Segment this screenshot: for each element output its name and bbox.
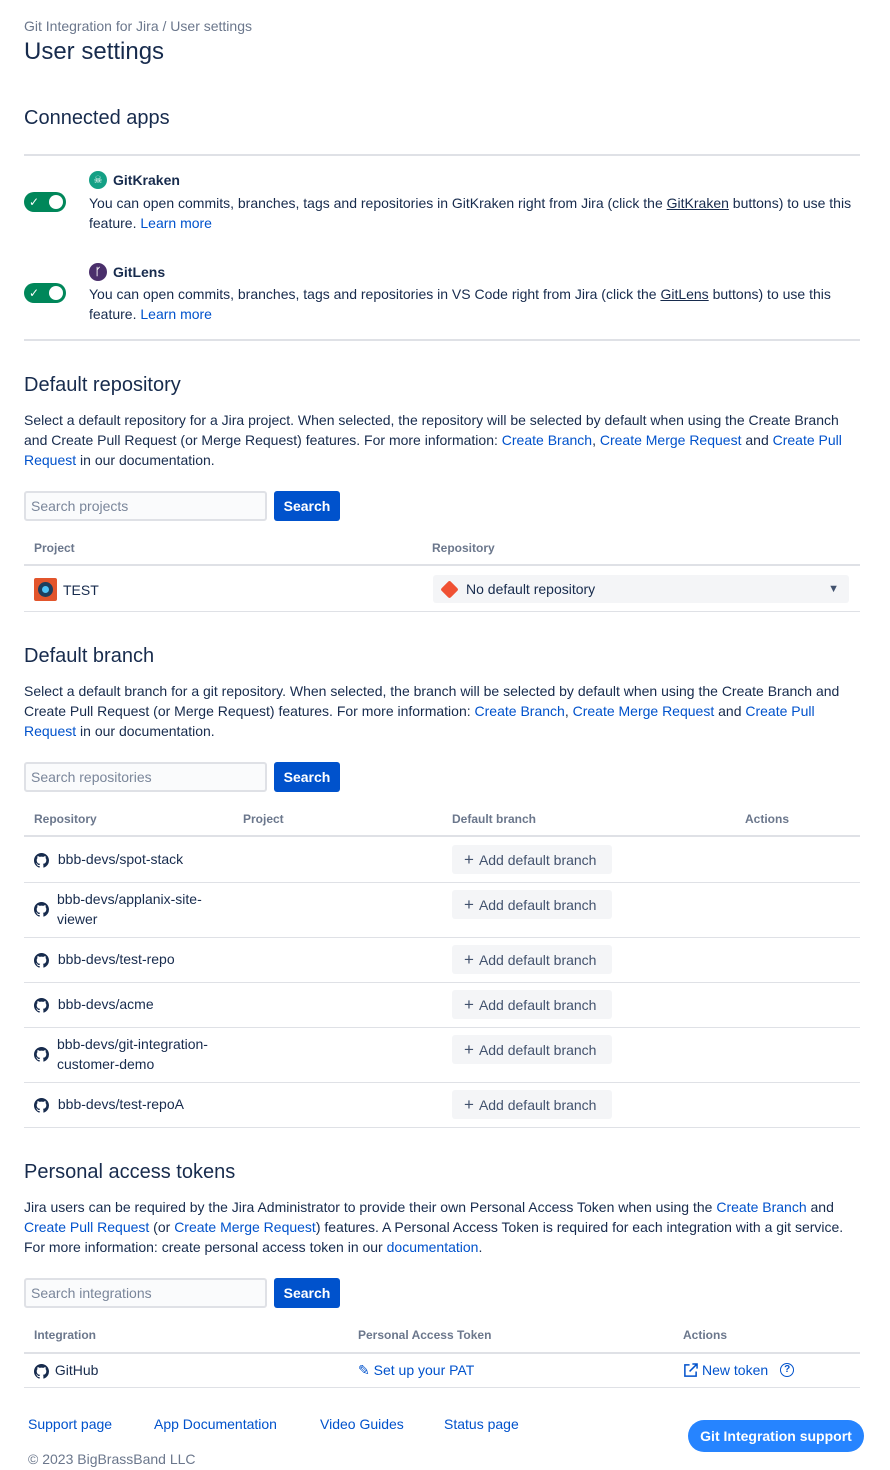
breadcrumb-app[interactable]: Git Integration for Jira xyxy=(24,18,159,34)
create-branch-link[interactable]: Create Branch xyxy=(501,432,593,448)
breadcrumb xyxy=(24,18,252,34)
desc-text: and xyxy=(714,703,746,719)
app-documentation-link[interactable]: App Documentation xyxy=(154,1416,277,1432)
desc-text: in our documentation. xyxy=(76,723,215,739)
status-page-link[interactable]: Status page xyxy=(444,1416,519,1432)
gitlens-inline-link: GitLens xyxy=(660,286,709,302)
row-divider xyxy=(24,982,860,983)
create-pull-request-link[interactable]: Create Pull Request xyxy=(24,1219,150,1235)
search-projects-input[interactable] xyxy=(24,491,267,521)
add-default-branch-button[interactable] xyxy=(452,1035,612,1064)
gitkraken-toggle[interactable] xyxy=(24,192,66,212)
github-icon xyxy=(34,1364,49,1379)
col-header-repository: Repository xyxy=(34,812,97,826)
desc-text: and xyxy=(741,432,773,448)
plus-icon: + xyxy=(464,850,474,869)
default-branch-description xyxy=(24,681,860,741)
row-divider xyxy=(24,1027,860,1028)
repository-name-line: viewer xyxy=(57,911,98,927)
desc-text: and xyxy=(806,1199,834,1215)
divider xyxy=(24,154,860,156)
desc-text: You can open commits, branches, tags and repositories in VS Code right from Jira (click the xyxy=(89,286,661,302)
external-link-icon xyxy=(683,1363,698,1378)
row-divider xyxy=(24,882,860,883)
add-default-branch-label: Add default branch xyxy=(478,896,597,913)
create-branch-link[interactable]: Create Branch xyxy=(474,703,565,719)
documentation-link[interactable]: documentation xyxy=(386,1239,479,1255)
setup-pat-label: Set up your PAT xyxy=(373,1362,475,1378)
table-row xyxy=(34,578,99,601)
gitkraken-inline-link: GitKraken xyxy=(666,195,729,211)
table-row xyxy=(34,1034,208,1074)
row-divider xyxy=(24,1082,860,1083)
gitlens-toggle[interactable] xyxy=(24,283,66,303)
pencil-icon: ✎ xyxy=(358,1362,370,1378)
github-icon xyxy=(34,1047,49,1062)
github-icon xyxy=(34,853,49,868)
desc-text: , xyxy=(592,432,600,448)
gitlens-name xyxy=(89,263,165,281)
create-merge-request-link[interactable]: Create Merge Request xyxy=(572,703,715,719)
check-icon: ✓ xyxy=(29,286,40,300)
project-name[interactable]: TEST xyxy=(63,581,99,598)
repository-name-line: bbb-devs/applanix-site- xyxy=(57,891,202,907)
table-header-divider xyxy=(24,835,860,837)
default-repository-heading: Default repository xyxy=(24,374,181,396)
col-header-actions: Actions xyxy=(745,812,790,826)
repository-name[interactable] xyxy=(57,1034,208,1074)
desc-text: (or xyxy=(149,1219,175,1235)
gitlens-logo-icon: ᚴ xyxy=(89,263,107,281)
row-divider xyxy=(24,1127,860,1128)
desc-text: buttons) to use this feature. xyxy=(89,195,852,231)
search-repositories-button[interactable]: Search xyxy=(274,762,340,792)
table-row xyxy=(34,849,183,869)
github-icon xyxy=(34,998,49,1013)
add-default-branch-label: Add default branch xyxy=(478,851,597,868)
table-row xyxy=(34,889,202,929)
setup-pat-link[interactable] xyxy=(358,1360,474,1380)
page-title: User settings xyxy=(24,38,165,65)
desc-text: buttons) to use this feature. xyxy=(89,286,831,322)
toggle-knob xyxy=(49,286,63,300)
project-avatar-icon xyxy=(34,578,57,601)
repository-select-value: No default repository xyxy=(466,581,596,597)
desc-text: Select a default branch for a git repository. When selected, the branch will be selected by default when using the Create Branch and Create Pull Request (or Merge Request) features. For more information: xyxy=(24,683,840,719)
row-divider xyxy=(24,937,860,938)
breadcrumb-separator: / xyxy=(158,18,171,34)
app-name-label: GitLens xyxy=(113,264,166,280)
plus-icon: + xyxy=(464,1040,474,1059)
toggle-knob xyxy=(49,195,63,209)
col-header-actions: Actions xyxy=(683,1328,728,1342)
repository-name-line: bbb-devs/git-integration- xyxy=(57,1036,208,1052)
gitlens-description xyxy=(89,284,860,324)
create-merge-request-link[interactable]: Create Merge Request xyxy=(599,432,742,448)
personal-access-tokens-description xyxy=(24,1197,860,1257)
search-integrations-button[interactable]: Search xyxy=(274,1278,340,1308)
integration-name: GitHub xyxy=(54,1362,99,1378)
col-header-project: Project xyxy=(243,812,284,826)
support-page-link[interactable]: Support page xyxy=(28,1416,113,1432)
desc-text: , xyxy=(564,703,573,719)
add-default-branch-button[interactable] xyxy=(452,990,612,1019)
default-branch-heading: Default branch xyxy=(24,645,155,667)
github-icon xyxy=(34,902,49,917)
add-default-branch-label: Add default branch xyxy=(478,951,597,968)
table-row xyxy=(34,994,154,1014)
add-default-branch-button[interactable] xyxy=(452,890,612,919)
col-header-pat: Personal Access Token xyxy=(358,1328,492,1342)
table-header-divider xyxy=(24,564,860,566)
github-icon xyxy=(34,1098,49,1113)
repository-select[interactable] xyxy=(433,575,849,603)
add-default-branch-button[interactable] xyxy=(452,845,612,874)
new-token-label: New token xyxy=(702,1362,769,1378)
desc-text: Select a default repository for a Jira project. When selected, the repository will be selected by default when using the Create Branch and Create Pull Request (or Merge Request) features. For more information: xyxy=(24,412,839,448)
connected-apps-heading: Connected apps xyxy=(24,107,170,129)
plus-icon: + xyxy=(464,1095,474,1114)
add-default-branch-button[interactable] xyxy=(452,945,612,974)
repository-name[interactable]: bbb-devs/test-repo xyxy=(57,951,175,967)
plus-icon: + xyxy=(464,895,474,914)
create-merge-request-link[interactable]: Create Merge Request xyxy=(174,1219,316,1235)
col-header-repository: Repository xyxy=(432,541,495,555)
repository-name[interactable] xyxy=(57,889,202,929)
repository-name-line: customer-demo xyxy=(57,1056,155,1072)
add-default-branch-button[interactable] xyxy=(452,1090,612,1119)
check-icon: ✓ xyxy=(29,195,40,209)
github-icon xyxy=(34,953,49,968)
desc-text: . xyxy=(478,1239,483,1255)
copyright: © 2023 BigBrassBand LLC xyxy=(28,1451,196,1467)
create-branch-link[interactable]: Create Branch xyxy=(716,1199,807,1215)
col-header-project: Project xyxy=(34,541,75,555)
desc-text: Jira users can be required by the Jira Administrator to provide their own Personal Access Token when using the xyxy=(24,1199,717,1215)
chevron-down-icon: ▼ xyxy=(828,583,839,595)
add-default-branch-label: Add default branch xyxy=(478,996,597,1013)
desc-text: You can open commits, branches, tags and repositories in GitKraken right from Jira (click the xyxy=(89,195,667,211)
table-row xyxy=(34,1360,98,1380)
search-projects-button[interactable]: Search xyxy=(274,491,340,521)
repository-name[interactable]: bbb-devs/spot-stack xyxy=(57,851,184,867)
breadcrumb-current: User settings xyxy=(170,18,252,34)
search-integrations-input[interactable] xyxy=(24,1278,267,1308)
repository-name[interactable]: bbb-devs/acme xyxy=(57,996,154,1012)
col-header-default-branch: Default branch xyxy=(452,812,537,826)
row-divider xyxy=(24,611,860,612)
gitkraken-logo-icon: ☠ xyxy=(89,171,107,189)
col-header-integration: Integration xyxy=(34,1328,96,1342)
search-repositories-input[interactable] xyxy=(24,762,267,792)
learn-more-link[interactable]: Learn more xyxy=(140,215,212,231)
default-repository-description xyxy=(24,410,860,470)
desc-text: in our documentation. xyxy=(76,452,215,468)
plus-icon: + xyxy=(464,995,474,1014)
personal-access-tokens-heading: Personal access tokens xyxy=(24,1161,236,1183)
create-pull-request-link[interactable]: Create Pull Request xyxy=(24,432,842,468)
video-guides-link[interactable]: Video Guides xyxy=(320,1416,404,1432)
learn-more-link[interactable]: Learn more xyxy=(140,306,212,322)
new-token-link[interactable] xyxy=(683,1360,794,1380)
add-default-branch-label: Add default branch xyxy=(478,1041,597,1058)
git-integration-support-button[interactable]: Git Integration support xyxy=(688,1420,864,1452)
gitkraken-name xyxy=(89,171,180,189)
create-pull-request-link[interactable]: Create Pull Request xyxy=(24,703,815,739)
table-row xyxy=(34,949,175,969)
plus-icon: + xyxy=(464,950,474,969)
repository-name[interactable]: bbb-devs/test-repoA xyxy=(57,1096,184,1112)
help-icon[interactable]: ? xyxy=(780,1363,794,1377)
row-divider xyxy=(24,1387,860,1388)
git-icon xyxy=(440,580,458,598)
divider xyxy=(24,339,860,341)
table-row xyxy=(34,1094,184,1114)
app-name-label: GitKraken xyxy=(113,172,180,188)
gitkraken-description xyxy=(89,193,860,233)
table-header-divider xyxy=(24,1352,860,1354)
add-default-branch-label: Add default branch xyxy=(478,1096,597,1113)
desc-text: ) features. A Personal Access Token is required for each integration with a git service. For more information: create personal access token in our xyxy=(24,1219,844,1255)
